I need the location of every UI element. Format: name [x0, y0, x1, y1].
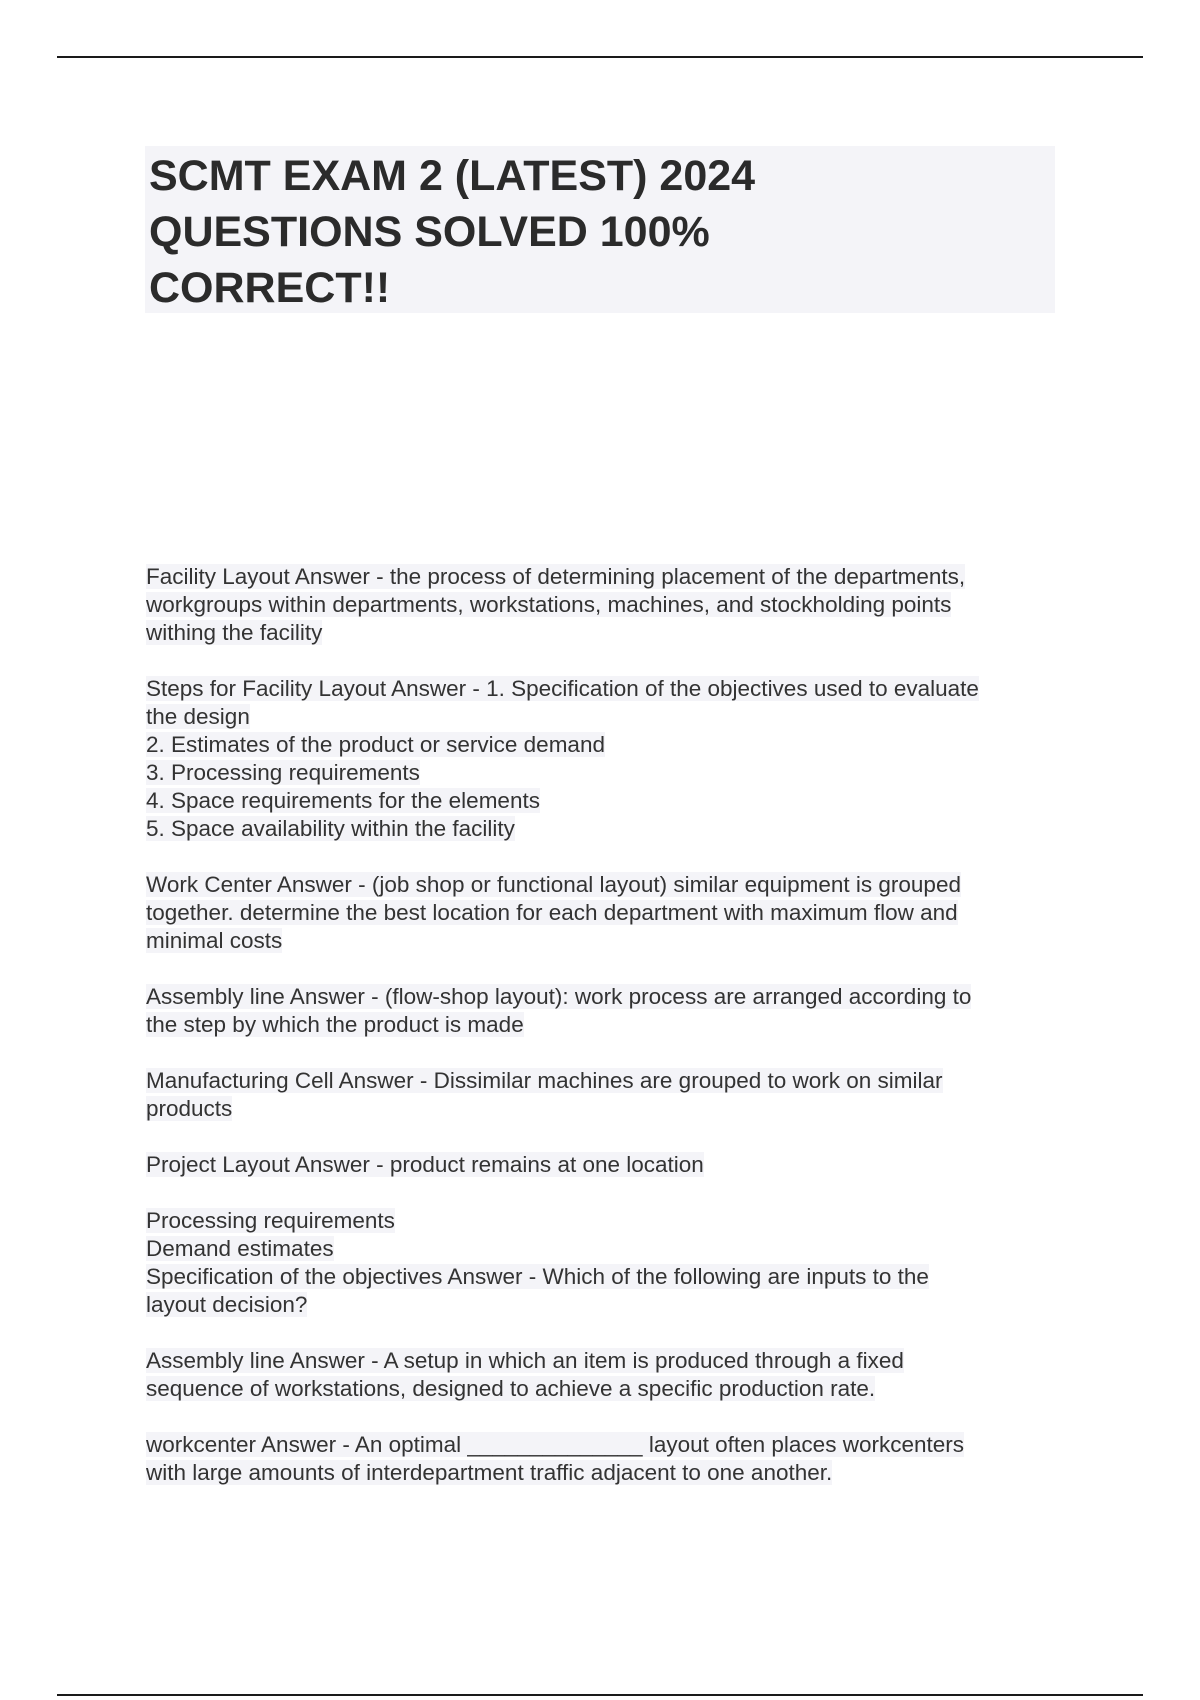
qa-entry-line — [146, 1235, 1066, 1263]
qa-entry-text: Specification of the objectives Answer - Which of the following are inputs to the — [146, 1264, 929, 1289]
qa-entry-text: Facility Layout Answer - the process of determining placement of the departments, — [146, 564, 966, 589]
qa-entry-line — [146, 1151, 1066, 1179]
qa-entry-text: Demand estimates — [146, 1236, 334, 1261]
qa-entry-text: Assembly line Answer - (flow-shop layout): work process are arranged according to — [146, 984, 972, 1009]
qa-entry-line — [146, 787, 1066, 815]
qa-entry-text: Steps for Facility Layout Answer - 1. Specification of the objectives used to evaluate — [146, 676, 979, 701]
qa-entry — [146, 1067, 1066, 1123]
qa-entry — [146, 675, 1066, 843]
title-line-3: CORRECT!! — [149, 264, 391, 312]
qa-entry-line — [146, 983, 1066, 1011]
qa-entry-line — [146, 1011, 1066, 1039]
qa-entry — [146, 563, 1066, 647]
qa-entry-text: the design — [146, 704, 250, 729]
qa-entry-line — [146, 1459, 1066, 1487]
qa-entry-text: together. determine the best location for each department with maximum flow and — [146, 900, 958, 925]
qa-entry-text: 3. Processing requirements — [146, 760, 420, 785]
qa-entry — [146, 983, 1066, 1039]
qa-entry-line — [146, 1431, 1066, 1459]
qa-entry-line — [146, 731, 1066, 759]
title-line-1: SCMT EXAM 2 (LATEST) 2024 — [149, 152, 756, 200]
qa-entry-text: products — [146, 1096, 233, 1121]
qa-entry — [146, 1347, 1066, 1403]
qa-entry-text: sequence of workstations, designed to achieve a specific production rate. — [146, 1376, 876, 1401]
qa-entry-text: 4. Space requirements for the elements — [146, 788, 540, 813]
qa-entry-line — [146, 703, 1066, 731]
document-title — [149, 146, 1051, 316]
qa-entry-line — [146, 1207, 1066, 1235]
qa-entry-line — [146, 759, 1066, 787]
qa-entry-text: Processing requirements — [146, 1208, 395, 1233]
qa-entry-line — [146, 619, 1066, 647]
qa-entry-line — [146, 1095, 1066, 1123]
qa-entry-text: workgroups within departments, workstations, machines, and stockholding points — [146, 592, 952, 617]
qa-entry-line — [146, 591, 1066, 619]
qa-entry-line — [146, 563, 1066, 591]
qa-entry-line — [146, 899, 1066, 927]
qa-entry-text: Project Layout Answer - product remains at one location — [146, 1152, 704, 1177]
qa-entry-line — [146, 675, 1066, 703]
qa-entry-text: minimal costs — [146, 928, 283, 953]
bottom-rule — [57, 1694, 1143, 1696]
qa-entry-text: layout decision? — [146, 1292, 308, 1317]
title-block — [145, 146, 1055, 313]
qa-entry-text: 5. Space availability within the facility — [146, 816, 515, 841]
qa-entry-line — [146, 1263, 1066, 1291]
qa-entry — [146, 1151, 1066, 1179]
qa-entry-line — [146, 927, 1066, 955]
qa-entry-line — [146, 1347, 1066, 1375]
qa-entry-line — [146, 815, 1066, 843]
title-line-2: QUESTIONS SOLVED 100% — [149, 208, 710, 256]
qa-entry-text: Manufacturing Cell Answer - Dissimilar machines are grouped to work on similar — [146, 1068, 943, 1093]
qa-entry-line — [146, 1291, 1066, 1319]
top-rule — [57, 56, 1143, 58]
qa-entry-text: with large amounts of interdepartment traffic adjacent to one another. — [146, 1460, 833, 1485]
qa-entry-text: withing the facility — [146, 620, 323, 645]
qa-entry-text: workcenter Answer - An optimal ______________ layout often places workcenters — [146, 1432, 964, 1457]
qa-entry-text: the step by which the product is made — [146, 1012, 524, 1037]
qa-list — [146, 563, 1066, 1515]
qa-entry — [146, 1207, 1066, 1319]
qa-entry-line — [146, 871, 1066, 899]
qa-entry-text: Work Center Answer - (job shop or functional layout) similar equipment is grouped — [146, 872, 961, 897]
qa-entry — [146, 871, 1066, 955]
qa-entry-text: Assembly line Answer - A setup in which an item is produced through a fixed — [146, 1348, 904, 1373]
qa-entry-line — [146, 1067, 1066, 1095]
qa-entry — [146, 1431, 1066, 1487]
qa-entry-text: 2. Estimates of the product or service demand — [146, 732, 605, 757]
qa-entry-line — [146, 1375, 1066, 1403]
